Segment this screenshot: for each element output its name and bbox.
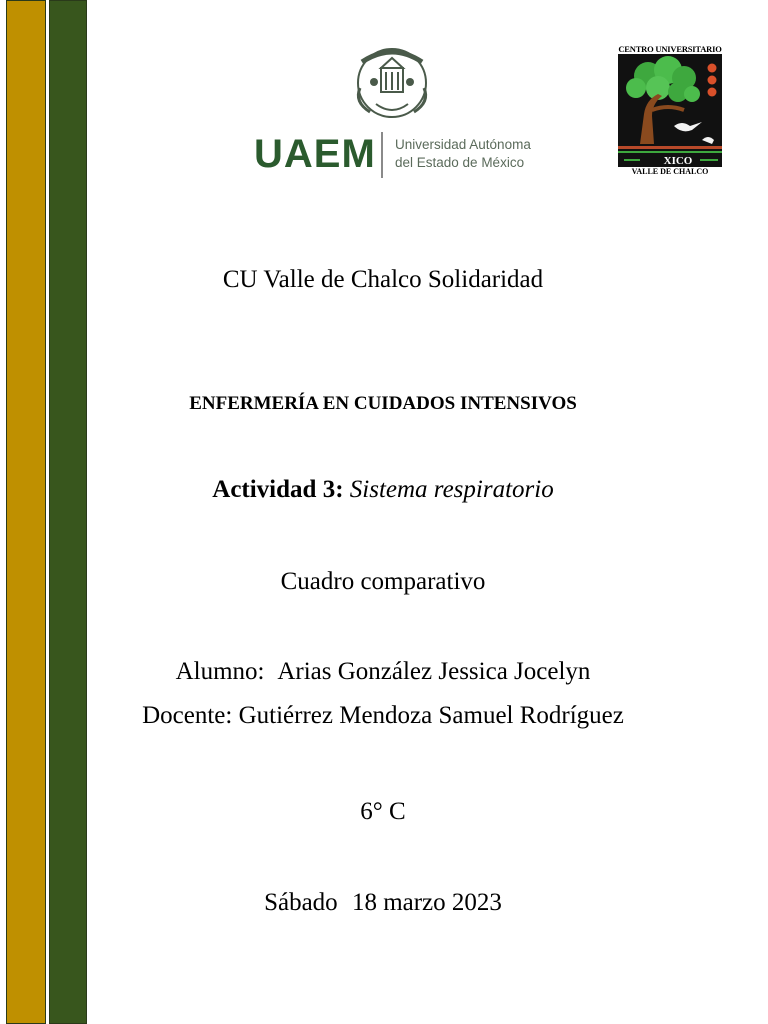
activity-label: Actividad 3: [212,476,344,503]
student-label: Alumno: [175,658,265,685]
university-name [395,136,531,172]
tree-and-bird-icon [618,54,722,167]
cu-xico-label: XICO [663,155,693,167]
campus-name: CU Valle de Chalco Solidaridad [222,266,544,293]
cu-valle-de-chalco-logo [616,44,724,176]
date-day: Sábado [264,889,338,916]
logo-divider [381,132,383,178]
green-side-stripe [49,0,87,1024]
uaem-logo [250,40,540,185]
teacher-line [100,702,666,730]
date-line [100,889,666,917]
activity-heading [100,476,666,504]
teacher-name: Gutiérrez Mendoza Samuel Rodríguez [238,702,624,729]
teacher-label: Docente: [142,702,233,729]
date-value: 18 marzo 2023 [351,889,502,916]
group-label: 6° C [360,798,406,825]
student-line [100,658,666,686]
document-type: Cuadro comparativo [280,568,486,595]
university-name-line1: Universidad Autónoma [395,137,531,152]
subject-title: ENFERMERÍA EN CUIDADOS INTENSIVOS [189,393,577,414]
activity-title: Sistema respiratorio [349,476,554,503]
uaem-crest-icon [348,40,436,122]
cu-logo-top-caption: CENTRO UNIVERSITARIO [618,44,722,54]
uaem-acronym: UAEM [254,132,376,176]
gold-side-stripe [6,0,46,1024]
cu-logo-bottom-caption: VALLE DE CHALCO [631,167,709,176]
university-name-line2: del Estado de México [395,155,525,170]
student-name: Arias González Jessica Jocelyn [277,658,591,685]
